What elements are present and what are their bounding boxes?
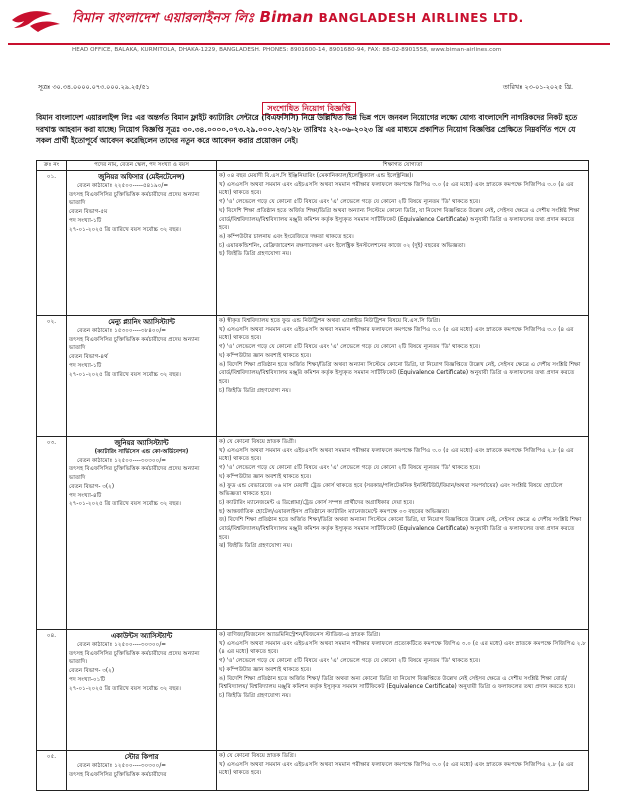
- criterion: ক) বাণিজ্য/বিজনেস অ্যাডমিনিস্ট্রেশন/বিজনেস স্টাডিজ-এ স্নাতক ডিগ্রি।: [219, 632, 381, 638]
- table-header-row: [37, 161, 589, 171]
- criterion: গ) 'ও' লেভেলে গড়ে যে কোনো ৫টি বিষয়ে এবং 'এ' লেভেলে গড়ে যে কোনো ২টি বিষয়ে ন্যূনতম 'ডি' থাকতে হবে।: [219, 344, 481, 351]
- notice-title: সংশোধিত নিয়োগ বিজ্ঞপ্তি: [262, 102, 355, 115]
- criterion: ঘ) বিদেশি শিক্ষা প্রতিষ্ঠান হতে অর্জিত শিক্ষা/ডিগ্রি অথবা অন্যান্য সিস্টেমে কোনো ডিগ্রি, যা নিয়োগ বিজ্ঞপ্তিতে উল্লেখ নেই, সেইসব ক্ষেত্রে এ দেশীয় সংশ্লিষ্ট শিক্ষা বোর্ড/বিশ্ববিদ্যালয়/বিশ্ববিদ্যালয় মঞ্জুরি কমিশন কর্তৃক ইস্যুকৃত সমমান সার্টিফিকেট (Equivalence Certificate) অনুযায়ী ডিগ্রি ও ফলাফলের তথ্য প্রদান করতে হবে।: [219, 207, 580, 232]
- header-qualification: শিক্ষাগত যোগ্যতা: [217, 161, 589, 171]
- criterion: ক) যে কোনো বিষয়ে স্নাতক ডিগ্রী।: [219, 439, 296, 445]
- qualification-cell: [217, 630, 589, 751]
- criterion: ঝ) জিইডি ডিগ্রি গ্রহণযোগ্য নয়।: [219, 543, 292, 550]
- criterion: খ) এসএসসি অথবা সমমান এবং এইচএসসি অথবা সমমান পরীক্ষার ফলাফলে কমপক্ষে জিপিএ ৩.০ (৫ এর মধ্যে) এবং স্নাতকে কমপক্ষে সিজিপিএ ৩.০ (৪ এর মধ্যে) থাকতে হবে।: [219, 326, 574, 342]
- criterion: ঙ) কম্পিউটার চালনায় এবং ইংরেজিতে দক্ষতা থাকতে হবে।: [219, 233, 354, 240]
- criterion: খ) এসএসসি অথবা সমমান এবং এইচএসসি অথবা সমমান পরীক্ষার ফলাফলে কমপক্ষে জিপিএ ৩.০ (৫ এর মধ্যে) এবং স্নাতকে কমপক্ষে সিজিপিএ ২.৮ (৪ এর মধ্যে) থাকতে হবে।: [219, 761, 574, 777]
- criterion: ঙ) বিদেশি শিক্ষা প্রতিষ্ঠান হতে অর্জিত শিক্ষা/ডিগ্রি অথবা অন্যান্য সিস্টেমে কোনো ডিগ্রি, যা নিয়োগ বিজ্ঞপ্তিতে উল্লেখ নেই, সেইসব ক্ষেত্রে এ দেশীয় সংশ্লিষ্ট শিক্ষা বোর্ড/বিশ্ববিদ্যালয়/বিশ্ববিদ্যালয় মঞ্জুরি কমিশন কর্তৃক ইস্যুকৃত সমমান সার্টিফিকেট (Equivalence Certificate) অনুযায়ী ডিগ্রি ও ফলাফলের তথ্য প্রদান করতে হবে।: [219, 361, 581, 385]
- letterhead: [0, 0, 618, 62]
- post-cell: [67, 630, 217, 751]
- post-detail: পদ সংখ্যা-৪টি: [69, 492, 102, 499]
- criterion: চ) জিইডি ডিগ্রি গ্রহণযোগ্য নয়।: [219, 692, 291, 699]
- header-serial: ক্রঃ নং: [37, 161, 67, 171]
- post-detail: ২৭-০১-২০২৫ খ্রি তারিখে বয়স সর্বোচ্চ ৩২ বছর।: [69, 371, 181, 378]
- post-detail: বেতন বিভাগ-৪র্থ: [69, 354, 108, 361]
- post-detail: পদ সংখ্যা-১টি: [69, 362, 102, 369]
- post-subtitle: (ক্যাটারিং সার্ভিসেস এন্ড কো-অর্ডিনেশন): [94, 449, 189, 455]
- post-name: একাউন্টস অ্যাসিস্ট্যান্ট: [110, 632, 173, 640]
- post-detail: বেতন বিভাগ-৫ম: [69, 209, 108, 216]
- criterion: ঘ) কম্পিউটার জ্ঞান অবশ্যই থাকতে হবে।: [219, 666, 312, 673]
- post-cell: [67, 751, 217, 791]
- company-name: [72, 8, 612, 30]
- qualification-cell: [217, 437, 589, 630]
- criterion: চ) ক্যাটারিং ম্যানেজমেন্ট এ ডিপ্লোমা/ট্রেড কোর্স সম্পন্ন প্রার্থীদের অগ্রাধিকার দেয়া হবে।: [219, 499, 415, 506]
- reference-number: সূত্রঃ ৩০.৩৪.০০০০.০৭৩.০০০.২৯.২৫/৫১: [38, 83, 150, 91]
- criterion: জ) বিদেশি শিক্ষা প্রতিষ্ঠান হতে অর্জিত শিক্ষা/ডিগ্রি অথবা অন্যান্য সিস্টেমে কোনো ডিগ্রি, যা নিয়োগ বিজ্ঞপ্তিতে উল্লেখ নেই, সেইসব ক্ষেত্রে এ দেশীয় সংশ্লিষ্ট শিক্ষা বোর্ড/বিশ্ববিদ্যালয়/বিশ্ববিদ্যালয় মঞ্জুরি কমিশন কর্তৃক ইস্যুকৃত সমমান সার্টিফিকেট (Equivalence Certificate) অনুযায়ী ডিগ্রি ও ফলাফলের তথ্য প্রদান করতে হবে।: [219, 517, 582, 541]
- post-cell: [67, 316, 217, 437]
- post-name: জুনিয়র অফিসার (মেইনটেনেন্স): [98, 173, 185, 181]
- post-detail: বেতন কাঠামোঃ ২২৫০০-----৫৪১৯০/=: [77, 183, 169, 189]
- table-row: [37, 751, 589, 791]
- post-detail: তৎসহ বিএফসিসির চুক্তিভিত্তিক কর্মচারীদের প্রদেয় অন্যান্য ভাতাদি: [69, 191, 200, 207]
- criterion: খ) এসএসসি অথবা সমমান এবং এইচএসসি অথবা সমমান পরীক্ষার ফলাফলে প্রত্যেকটিতে কমপক্ষে জিপিএ ৩.০ (৫ এর মধ্যে) এবং স্নাতকে কমপক্ষে সিজিপিএ ২.৮ (৪ এর মধ্যে) থাকতে হবে।: [219, 640, 586, 656]
- row-serial: ০৪.: [37, 630, 67, 751]
- post-detail: বেতন বিভাগ- ৩(২): [69, 483, 115, 490]
- criterion: চ) এয়ারকন্ডিশনিং, রেফ্রিজারেশন রক্ষণাবেক্ষণ এবং ইলেক্ট্রিক ইনস্টলেশনের কাজে ০২ (দুই) বছরের অভিজ্ঞতা।: [219, 242, 466, 249]
- biman-logo: [10, 6, 70, 46]
- criterion: ছ) আন্তর্জাতিক হোটেল/এয়ারলাইনস প্রতিষ্ঠানে ক্যাটারিং ম্যানেজমেন্টে কমপক্ষে ০৩ বছরের অভিজ্ঞতা।: [219, 508, 450, 515]
- post-detail: বেতন কাঠামোঃ ১২৫০০----৩০৩০০/=: [77, 457, 167, 464]
- qualification-cell: [217, 316, 589, 437]
- qualification-cell: [217, 171, 589, 316]
- post-detail: তৎসহ বিএফসিসির চুক্তিভিত্তিক কর্মচারীদের প্রদেয় অন্যান্য ভাতাদি: [69, 336, 200, 352]
- criterion: ছ) জিইডি ডিগ্রি গ্রহণযোগ্য নয়।: [219, 251, 292, 258]
- criterion: খ) এসএসসি অথবা সমমান এবং এইচএসসি অথবা সমমান পরীক্ষার ফলাফলে কমপক্ষে জিপিএ ৩.০ (৫ এর মধ্যে) এবং স্নাতকে কমপক্ষে সিজিপিএ ২.৮ (৪ এর মধ্যে) থাকতে হবে।: [219, 447, 574, 463]
- post-detail: পদ সংখ্যা-০১টি: [69, 676, 106, 683]
- criterion: গ) 'ও' লেভেলে গড়ে যে কোনো ৫টি বিষয়ে এবং 'এ' লেভেলে গড়ে যে কোনো ২টি বিষয়ে ন্যূনতম 'ডি' থাকতে হবে।: [219, 465, 481, 472]
- post-detail: তৎসহ বিএফসিসির চুক্তিভিত্তিক কর্মচারীদের: [69, 771, 167, 778]
- brand-rest-en: BANGLADESH AIRLINES LTD.: [318, 11, 524, 25]
- brand-name-en: Biman: [259, 8, 314, 26]
- criterion: ঘ) কম্পিউটার জ্ঞান অবশ্যই থাকতে হবে।: [219, 352, 312, 359]
- criterion: ঙ) ফুড এন্ড বেভারেজে ০৬ মাস মেয়াদী ট্রেড কোর্স থাকতে হবে (সরকার/পলিটেকনিক ইনস্টিটিউট/বিমান/অথবা সমপর্যায়ের) এবং সংশ্লিষ্ট বিষয়ে হোটেলে অভিজ্ঞতা থাকতে হবে।: [219, 482, 563, 498]
- row-serial: ০২.: [37, 316, 67, 437]
- company-name-bn: বাংলাদেশ এয়ারলাইনস লিঃ: [107, 11, 255, 26]
- post-cell: [67, 171, 217, 316]
- criterion: ক) ০৪ বছর মেয়াদী বি.এস.সি ইঞ্জিনিয়ারিং (মেকানিক্যাল/ইলেক্ট্রিক্যাল এন্ড ইলেক্ট্রনিক্স)।: [219, 173, 414, 179]
- post-detail: পদ সংখ্যা-১টি: [69, 217, 102, 224]
- post-detail: তৎসহ বিএফসিসির চুক্তিভিত্তিক কর্মচারীদের প্রদেয় অন্যান্য ভাতাদি।: [69, 650, 200, 666]
- post-detail: ২৭-০১-২০২৫ খ্রি তারিখে বয়স সর্বোচ্চ ৩২ বছর।: [69, 501, 181, 508]
- post-detail: বেতন বিভাগ- ৩(২): [69, 668, 115, 675]
- header-post: পদের নাম, বেতন স্কেল, পদ সংখ্যা ও বয়স: [67, 161, 217, 171]
- table-row: [37, 630, 589, 751]
- post-name: মেন্যু প্ল্যানিং অ্যাসিস্ট্যান্ট: [108, 318, 175, 326]
- post-detail: ২৭-০১-২০২৫ খ্রি তারিখে বয়স সর্বোচ্চ ৩২ বছর।: [69, 685, 181, 692]
- row-serial: ০৫.: [37, 751, 67, 791]
- logo-text-bn: বিমান: [72, 11, 103, 26]
- criterion: গ) 'ও' লেভেলে গড়ে যে কোনো ৫টি বিষয়ে এবং 'এ' লেভেলে গড়ে যে কোনো ২টি বিষয়ে ন্যূনতম 'ডি' থাকতে হবে।: [219, 658, 481, 665]
- intro-paragraph: বিমান বাংলাদেশ এয়ারলাইন্স লিঃ এর অন্তর্গত বিমান ফ্লাইট ক্যাটারিং সেন্টারে (বিএফসিসি) নিম্নে উল্লিখিত ভিন্ন ভিন্ন পদে জনবল নিয়োগের লক্ষ্যে যোগ্য বাংলাদেশি নাগরিকদের নিকট হতে দরখাস্ত আহবান করা যাচ্ছে। নিয়োগ বিজ্ঞপ্তি সূত্রঃ ৩০.৩৪.০০০০.০৭৩.২৯.০০০.২৩/১২৮ তারিখঃ ২২-০৬-২০২৩ খ্রি এর মাধ্যমে প্রকাশিত নিয়োগ বিজ্ঞপ্তির প্রেক্ষিতে নিম্নবর্ণিত পদে যে সকল প্রার্থী ইতোপূর্বে আবেদন করেছিলেন তাদের নতুন করে আবেদন করার প্রয়োজন নেই।: [36, 113, 578, 146]
- post-cell: [67, 437, 217, 630]
- post-detail: বেতন কাঠামোঃ ১২৫০০----৩০৩০০/=: [77, 642, 167, 648]
- table-row: [37, 171, 589, 316]
- criterion: ঘ) কম্পিউটার জ্ঞান অবশ্যই থাকতে হবে।: [219, 473, 312, 480]
- reference-date: তারিখঃ ২৩-০১-২০২৫ খ্রি.: [502, 83, 573, 91]
- criterion: ঙ) বিদেশি শিক্ষা প্রতিষ্ঠান হতে অর্জিত শিক্ষা/ ডিগ্রি অথবা অন্য কোনো ডিগ্রি যা নিয়োগ বিজ্ঞপ্তিতে উল্লেখ নেই সেইসব ক্ষেত্রে এ দেশীয় সংশ্লিষ্ট শিক্ষা বোর্ড/ বিশ্ববিদ্যালয়/ বিশ্ববিদ্যালয় মঞ্জুরি কমিশন কর্তৃক ইস্যুকৃত সমমান সার্টিফিকেট (Equivalence Certificate) অনুযায়ী ডিগ্রি ও ফলাফলের তথ্য প্রদান করতে হবে।: [219, 675, 576, 691]
- criterion: গ) 'ও' লেভেলে গড়ে যে কোনো ৫টি বিষয়ে এবং 'এ' লেভেলে গড়ে যে কোনো ২টি বিষয়ে ন্যূনতম 'ডি' থাকতে হবে।: [219, 199, 481, 206]
- post-detail: ২৭-০১-২০২৫ খ্রি তারিখে বয়স সর্বোচ্চ ৩২ বছর।: [69, 226, 181, 233]
- post-detail: তৎসহ বিএফসিসির চুক্তিভিত্তিক কর্মচারীদের প্রদেয় অন্যান্য ভাতাদি: [69, 466, 200, 482]
- table-row: [37, 437, 589, 630]
- criterion: ক) যে কোনো বিষয়ে স্নাতক ডিগ্রি।: [219, 753, 296, 759]
- row-serial: ০৩.: [37, 437, 67, 630]
- head-office-address: HEAD OFFICE, BALAKA, KURMITOLA, DHAKA-1229, BANGLADESH. PHONES: 8901600-14, 8901680-94, FAX: 88-02-8901558, www.biman-airlines.com: [72, 47, 502, 53]
- post-name: স্টোর কিপার: [124, 753, 159, 761]
- table-row: [37, 316, 589, 437]
- vacancy-table: [36, 160, 589, 791]
- row-serial: ০১.: [37, 171, 67, 316]
- post-detail: বেতন কাঠামোঃ ১২৫০০----৩০৩০০/=: [77, 763, 167, 769]
- biman-bird-logo-icon: [10, 6, 70, 46]
- criterion: চ) জিইডি ডিগ্রি গ্রহণযোগ্য নয়।: [219, 387, 291, 394]
- criterion: খ) এসএসসি অথবা সমমান এবং এইচএসসি অথবা সমমান পরীক্ষার ফলাফলে কমপক্ষে জিপিএ ৩.০ (৫ এর মধ্যে) এবং স্নাতকে কমপক্ষে সিজিপিএ ৩.০ (৪ এর মধ্যে) থাকতে হবে।: [219, 181, 574, 197]
- header-divider: [8, 43, 610, 45]
- qualification-cell: [217, 751, 589, 791]
- post-name: জুনিয়র অ্যাসিস্ট্যান্ট: [114, 439, 169, 447]
- post-detail: বেতন কাঠামোঃ ১৫৩০০----৩৮৪০০/=: [77, 328, 167, 334]
- criterion: ক) স্বীকৃত বিশ্ববিদ্যালয় হতে ফুড এন্ড নিউট্রিশন অথবা এ্যাপ্লাইড নিউট্রিশন বিষয়ে বি.এস.সি ডিগ্রি।: [219, 318, 441, 324]
